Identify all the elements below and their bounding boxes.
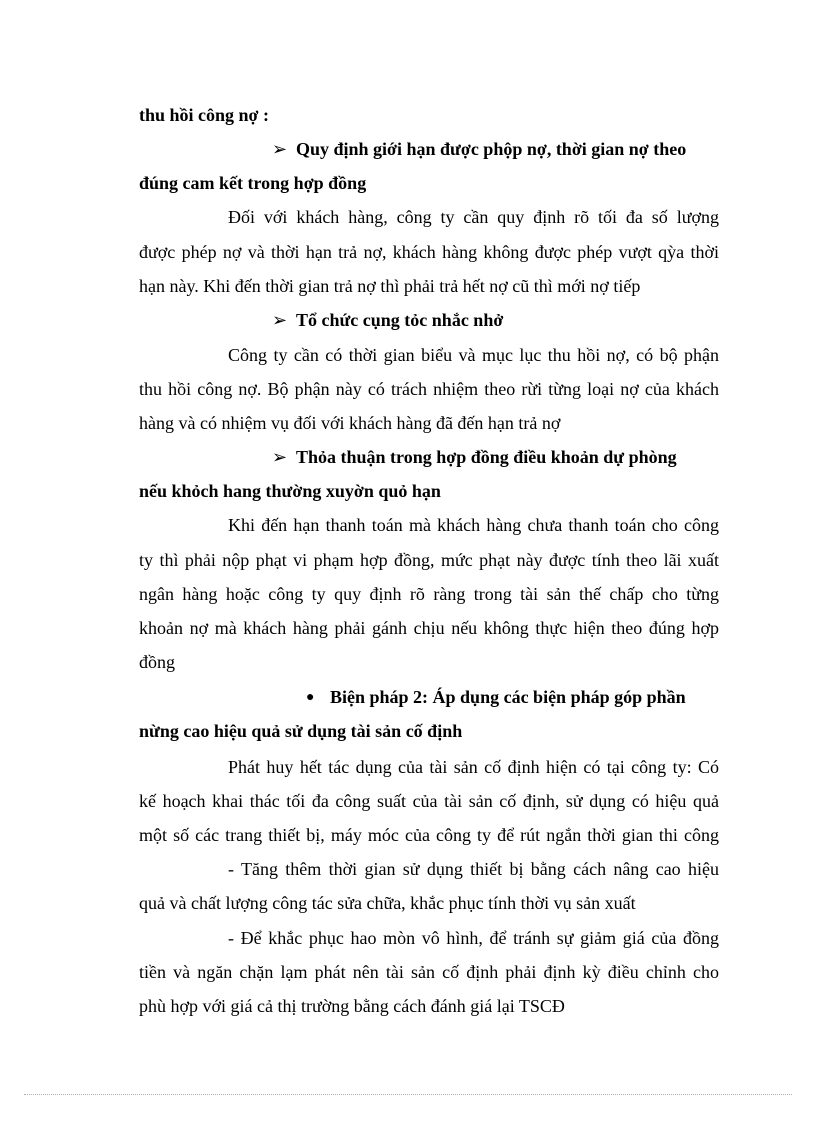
arrow-bullet-icon: ➢ bbox=[272, 447, 288, 467]
paragraph-line: kế hoạch khai thác tối đa công suất của tài sản cố định, sử dụng có hiệu quả bbox=[139, 791, 719, 811]
paragraph-line: - Để khắc phục hao mòn vô hình, để tránh sự giảm giá của đồng bbox=[228, 928, 719, 948]
paragraph-line: Phát huy hết tác dụng của tài sản cố định hiện có tại công ty: Có bbox=[228, 757, 719, 777]
paragraph-line: Đối với khách hàng, công ty cần quy định rõ tối đa số lượng bbox=[228, 207, 719, 227]
heading-reminder bbox=[272, 309, 720, 331]
paragraph-line: hạn này. Khi đến thời gian trả nợ thì phải trả hết nợ cũ thì mới nợ tiếp bbox=[139, 276, 641, 296]
heading-contract-clause bbox=[272, 446, 720, 468]
paragraph-line: thu hồi công nợ. Bộ phận này có trách nhiệm theo rừi từng loại nợ của khách bbox=[139, 379, 719, 399]
heading-text: Biện pháp 2: Áp dụng các biện pháp góp phần bbox=[330, 687, 686, 707]
heading-text: Tổ chức cụng tỏc nhắc nhở bbox=[296, 310, 504, 330]
paragraph-line: Công ty cần có thời gian biểu và mục lục thu hồi nợ, có bộ phận bbox=[228, 345, 719, 365]
paragraph-line: phù hợp với giá cả thị trường bằng cách đánh giá lại TSCĐ bbox=[139, 996, 565, 1016]
paragraph-line: - Tăng thêm thời gian sử dụng thiết bị bằng cách nâng cao hiệu bbox=[228, 859, 719, 879]
heading-continuation: nừng cao hiệu quả sử dụng tài sản cố định bbox=[139, 721, 463, 741]
paragraph-line: một số các trang thiết bị, máy móc của công ty để rút ngắn thời gian thi công bbox=[139, 825, 719, 845]
paragraph-line: khoản nợ mà khách hàng phải gánh chịu nếu không thực hiện theo đúng hợp bbox=[139, 618, 719, 638]
heading-continuation: nếu khỏch hang thường xuyờn quỏ hạn bbox=[139, 481, 441, 501]
heading-text: Thỏa thuận trong hợp đồng điều khoản dự phòng bbox=[296, 447, 677, 467]
page-bottom-divider bbox=[24, 1094, 792, 1095]
intro-line: thu hồi công nợ : bbox=[139, 105, 269, 125]
paragraph-line: được phép nợ và thời hạn trả nợ, khách hàng không được phép vượt qỳa thời bbox=[139, 242, 719, 262]
heading-debt-limit bbox=[272, 138, 720, 160]
heading-continuation: đúng cam kết trong hợp đồng bbox=[139, 173, 367, 193]
heading-text: Quy định giới hạn được phộp nợ, thời gian nợ theo bbox=[296, 139, 687, 159]
heading-measure-2 bbox=[306, 686, 720, 709]
paragraph-line: ngân hàng hoặc công ty quy định rõ ràng trong tài sản thế chấp cho từng bbox=[139, 584, 719, 604]
paragraph-line: ty thì phải nộp phạt vi phạm hợp đồng, mức phạt này được tính theo lãi xuất bbox=[139, 550, 719, 570]
paragraph-line: Khi đến hạn thanh toán mà khách hàng chưa thanh toán cho công bbox=[228, 515, 719, 535]
paragraph-line: đồng bbox=[139, 652, 175, 672]
arrow-bullet-icon: ➢ bbox=[272, 310, 288, 330]
paragraph-line: tiền và ngăn chặn lạm phát nên tài sản cố định phải định kỳ điều chỉnh cho bbox=[139, 962, 719, 982]
arrow-bullet-icon: ➢ bbox=[272, 139, 288, 159]
dot-bullet-icon: ● bbox=[306, 690, 315, 705]
paragraph-line: hàng và có nhiệm vụ đối với khách hàng đã đến hạn trả nợ bbox=[139, 413, 561, 433]
paragraph-line: quả và chất lượng công tác sửa chữa, khắc phục tính thời vụ sản xuất bbox=[139, 893, 636, 913]
